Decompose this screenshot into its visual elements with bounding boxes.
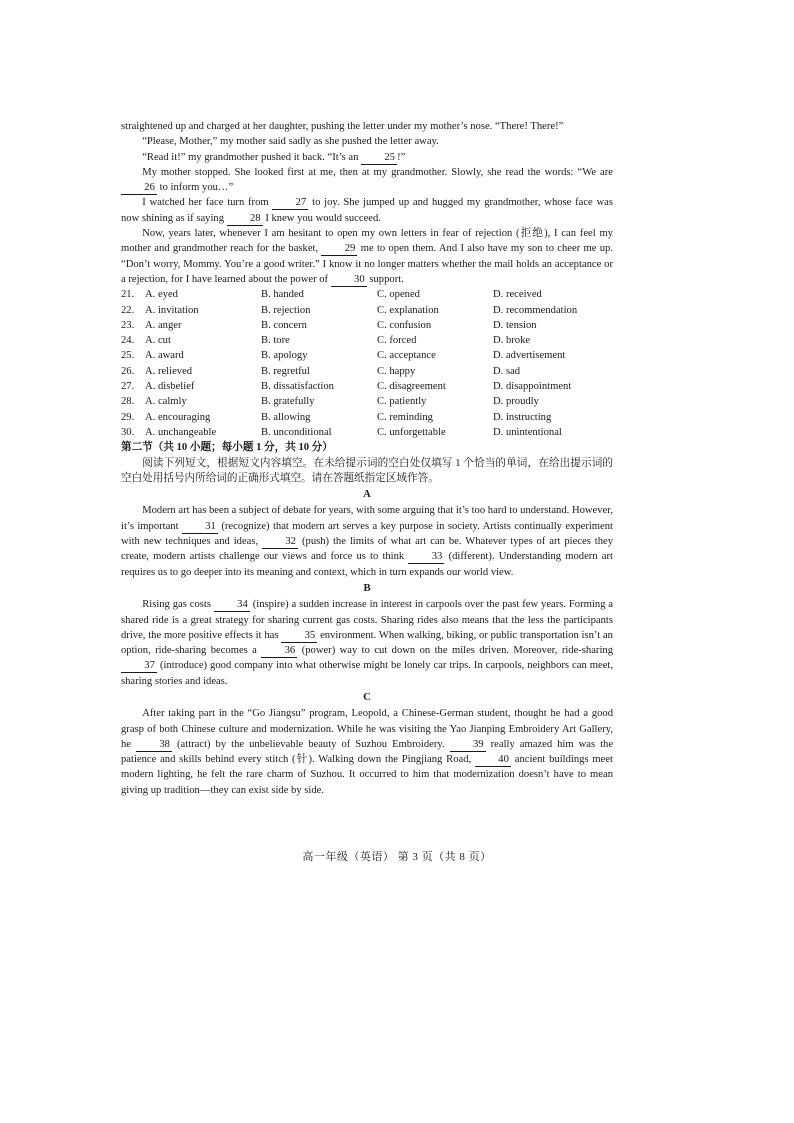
option-row: 24. A. cut B. tore C. forced D. broke xyxy=(121,335,531,347)
blank-26: 26 xyxy=(121,182,157,195)
passage-a-label: A xyxy=(363,489,371,501)
blank-40: 40 xyxy=(475,754,511,767)
section-instructions: 阅读下列短文，根据短文内容填空。在未给提示词的空白处仅填写 1 个恰当的单词，在给出提示词的空白处用括号内所给词的正确形式填空。请在答题纸指定区域作答。 xyxy=(121,457,613,484)
blank-34: 34 xyxy=(214,599,250,612)
option-row: 28. A. calmly B. gratefully C. patiently D. proudly xyxy=(121,396,539,408)
option-row: 21. A. eyed B. handed C. opened D. received xyxy=(121,289,542,301)
blank-36: 36 xyxy=(261,645,297,658)
blank-31: 31 xyxy=(182,521,218,534)
exam-page xyxy=(121,119,613,798)
blank-28: 28 xyxy=(227,213,263,226)
option-row: 23. A. anger B. concern C. confusion D. tension xyxy=(121,319,537,331)
passage-line: I watched her face turn from 27 to joy. She jumped up and hugged my grandmother, whose face was now shining as if saying 28 I knew you would succeed. xyxy=(121,197,613,224)
passage-c: After taking part in the “Go Jiangsu” program, Leopold, a Chinese-German student, thought he had a good grasp of both Chinese culture and modernization. While he was visiting the Yao Jianping Embroidery Art Gallery, he 38 (attract) by the unbelievable beauty of Suzhou Embroidery. 39 really amazed him was the patience and skills behind every stitch (针). Walking down the Pingjiang Road, 40 ancient buildings meet modern lighting, he felt the rare charm of Suzhou. It occurred to him that modernization doesn’t have to mean giving up tradition—they can exist side by side. xyxy=(121,708,614,796)
option-row: 29. A. encouraging B. allowing C. reminding D. instructing xyxy=(121,411,552,423)
option-row: 30. A. unchangeable B. unconditional C. unforgettable D. unintentional xyxy=(121,426,562,438)
passage-line: straightened up and charged at her daughter, pushing the letter under my mother’s nose. “There! There!” xyxy=(121,121,564,132)
passage-line: “Please, Mother,” my mother said sadly as she pushed the letter away. xyxy=(142,136,439,148)
options-table xyxy=(121,287,577,440)
section-heading: 第二节（共 10 小题；每小题 1 分，共 10 分） xyxy=(121,442,333,454)
passage-line: Now, years later, whenever I am hesitant to open my own letters in fear of rejection (拒绝), I can feel my mother and grandmother reach for the basket, 29 me to open them. And I also have my son to cheer me up. “Don’t worry, Mommy. You’re a good writer.” I know it no longer matters whether the mail holds an acceptance or a rejection, for I have learned about the power of 30 support. xyxy=(121,228,613,285)
passage-b-label: B xyxy=(363,582,371,594)
passage-c-label: C xyxy=(363,691,371,703)
option-row: 25. A. award B. apology C. acceptance D. advertisement xyxy=(121,350,566,362)
blank-29: 29 xyxy=(321,243,357,256)
blank-30: 30 xyxy=(331,274,367,287)
blank-37: 37 xyxy=(121,660,157,673)
option-row: 22. A. invitation B. rejection C. explanation D. recommendation xyxy=(121,304,578,316)
passage-line: My mother stopped. She looked first at me, then at my grandmother. Slowly, she read the words: “We are 26 to inform you…” xyxy=(121,165,613,196)
passage-line: “Read it!” my grandmother pushed it back. “It’s an 25 !” xyxy=(142,151,406,163)
blank-33: 33 xyxy=(408,551,444,564)
blank-32: 32 xyxy=(262,536,298,549)
page-footer: 高一年级（英语） 第 3 页（共 8 页） xyxy=(302,851,492,863)
option-row: 27. A. disbelief B. dissatisfaction C. disagreement D. disappointment xyxy=(121,381,572,393)
blank-25: 25 xyxy=(361,152,397,165)
blank-38: 38 xyxy=(136,739,172,752)
blank-35: 35 xyxy=(281,630,317,643)
passage-a: Modern art has been a subject of debate for years, with some arguing that it’s too hard to understand. However, it’s important 31 (recognize) that modern art serves a key purpose in society. Artists continually experiment with new techniques and ideas, 32 (push) the limits of what art can be. Whatever types of art pieces they create, modern artists challenge our views and force us to think 33 (different). Understanding modern art requires us to go deeper into its meaning and context, which in turn expands our world view. xyxy=(121,505,614,578)
passage-b: Rising gas costs 34 (inspire) a sudden increase in interest in carpools over the past few years. Forming a shared ride is a great strategy for sharing current gas costs. Sharing rides also means that the less the participants drive, the more positive effects it has 35 environment. When walking, biking, or public transportation isn’t an option, ride-sharing becomes a 36 (power) way to cut down on the miles driven. Moreover, ride-sharing 37 (introduce) good company into what otherwise might be lonely car trips. In carpools, neighbors can meet, sharing stories and ideas. xyxy=(121,599,614,687)
option-row: 26. A. relieved B. regretful C. happy D. sad xyxy=(121,365,521,377)
blank-27: 27 xyxy=(272,197,308,210)
blank-39: 39 xyxy=(450,739,486,752)
